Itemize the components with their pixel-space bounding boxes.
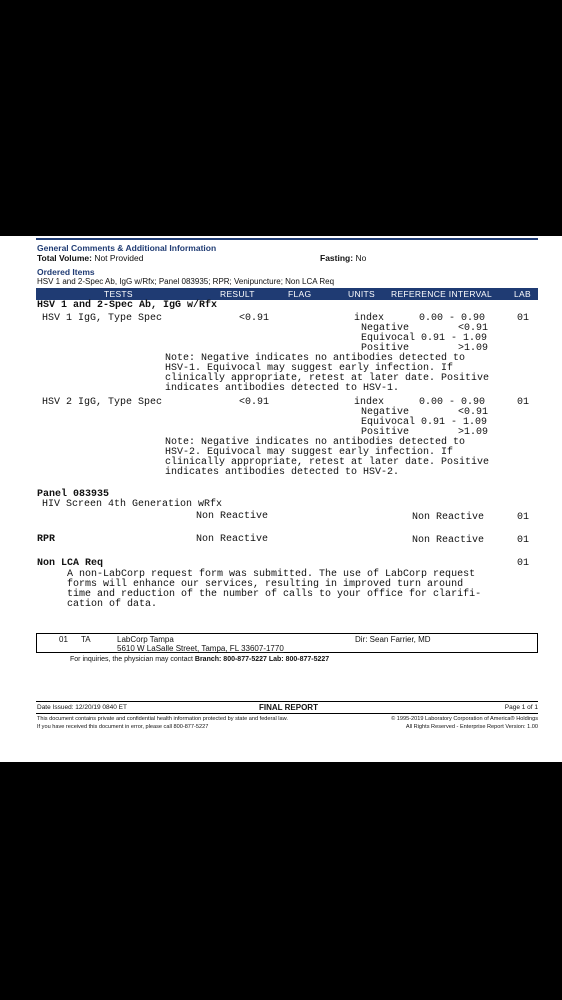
hsv1-lab: 01 [517,313,530,324]
hsv2-result: <0.91 [239,397,270,408]
hsv2-test-name: HSV 2 IgG, Type Spec [42,397,163,408]
hiv-reference: Non Reactive [412,512,485,523]
hsv2-equivocal: Equivocal 0.91 - 1.09 [361,417,488,428]
lab-phone: Lab: 800-877-5227 [268,656,330,663]
header-flag: FLAG [288,289,312,299]
hiv-result: Non Reactive [196,511,269,522]
header-lab: LAB [514,289,531,299]
lab-report-page [0,236,562,762]
hsv1-equivocal: Equivocal 0.91 - 1.09 [361,333,488,344]
hsv2-negative-label: Negative [361,407,410,418]
hsv2-negative-value: <0.91 [458,407,489,418]
footer-rule-top [36,701,538,702]
hsv1-test-name: HSV 1 IgG, Type Spec [42,313,163,324]
non-lca-title: Non LCA Req [37,558,104,569]
header-tests: TESTS [104,289,133,299]
inquiry-line [70,656,329,663]
non-lca-text-line: A non-LabCorp request form was submitted. The use of LabCorp request [67,569,476,580]
hsv2-note-line: HSV-2. Equivocal may suggest early infection. If [165,447,454,458]
ordered-items-list: HSV 1 and 2-Spec Ab, IgG w/Rfx; Panel 083935; RPR; Venipuncture; Non LCA Req [37,277,335,286]
non-lca-lab: 01 [517,558,530,569]
fasting [320,253,366,263]
hsv1-positive-value: >1.09 [458,343,489,354]
privacy-line: This document contains private and confidential health information protected by state and federal law. [37,716,288,722]
header-units: UNITS [348,289,375,299]
hsv2-note-line: clinically appropriate, retest at later date. Positive [165,457,490,468]
non-lca-text-line: cation of data. [67,599,158,610]
hsv1-negative-value: <0.91 [458,323,489,334]
ordered-items-title: Ordered Items [37,267,95,277]
header-reference: REFERENCE INTERVAL [391,289,492,299]
hsv1-note-line: HSV-1. Equivocal may suggest early infection. If [165,363,454,374]
results-table-header [36,288,538,300]
page-number: Page 1 of 1 [504,704,538,711]
date-issued: Date Issued: 12/20/19 0840 ET [37,704,127,711]
rpr-lab: 01 [517,535,530,546]
hsv2-note-line: indicates antibodies detected to HSV-2. [165,467,400,478]
privacy-line: If you have received this document in error, please call 800-877-5227 [37,724,209,730]
copyright-line: © 1995-2019 Laboratory Corporation of America® Holdings [391,716,538,722]
footer-rule-bottom [36,713,538,714]
total-volume [37,253,143,263]
hsv1-positive-label: Positive [361,343,410,354]
rpr-title: RPR [37,534,56,545]
copyright-line: All Rights Reserved - Enterprise Report Version: 1.00 [405,724,538,730]
non-lca-text-line: time and reduction of the number of calls to your office for clarifi- [67,589,482,600]
report-status: FINAL REPORT [259,703,318,712]
hsv2-positive-label: Positive [361,427,410,438]
hsv1-units: index [354,313,385,324]
hsv1-reference: 0.00 - 0.90 [419,313,486,324]
total-volume-value: Not Provided [94,253,144,263]
lab-abbr: TA [81,635,91,644]
fasting-value: No [355,253,367,263]
rpr-reference: Non Reactive [412,535,485,546]
fasting-label: Fasting: [320,253,354,263]
comments-title: General Comments & Additional Information [37,243,217,253]
lab-director: Dir: Sean Farrier, MD [355,635,431,644]
hsv-panel-title: HSV 1 and 2-Spec Ab, IgG w/Rfx [37,300,218,311]
hiv-lab: 01 [517,512,530,523]
hsv1-result: <0.91 [239,313,270,324]
non-lca-text-line: forms will enhance our services, resulting in improved turn around [67,579,464,590]
panel-083935-title: Panel 083935 [37,489,110,500]
hsv2-note-line: Note: Negative indicates no antibodies detected to [165,437,466,448]
header-result: RESULT [220,289,255,299]
performing-lab-box [36,633,538,653]
hsv1-note-line: Note: Negative indicates no antibodies detected to [165,353,466,364]
branch-phone: Branch: 800-877-5227 [194,656,267,663]
hsv2-lab: 01 [517,397,530,408]
lab-address: 5610 W LaSalle Street, Tampa, FL 33607-1770 [117,644,284,653]
hsv1-negative-label: Negative [361,323,410,334]
hsv2-reference: 0.00 - 0.90 [419,397,486,408]
hsv2-positive-value: >1.09 [458,427,489,438]
hsv2-units: index [354,397,385,408]
hsv1-note-line: clinically appropriate, retest at later date. Positive [165,373,490,384]
hsv1-note-line: indicates antibodies detected to HSV-1. [165,383,400,394]
lab-name: LabCorp Tampa [117,635,174,644]
rpr-result: Non Reactive [196,534,269,545]
top-rule [36,238,538,240]
hiv-test-name: HIV Screen 4th Generation wRfx [42,499,223,510]
inquiry-text: For inquiries, the physician may contact [70,656,193,663]
lab-code: 01 [59,635,68,644]
total-volume-label: Total Volume: [37,253,92,263]
